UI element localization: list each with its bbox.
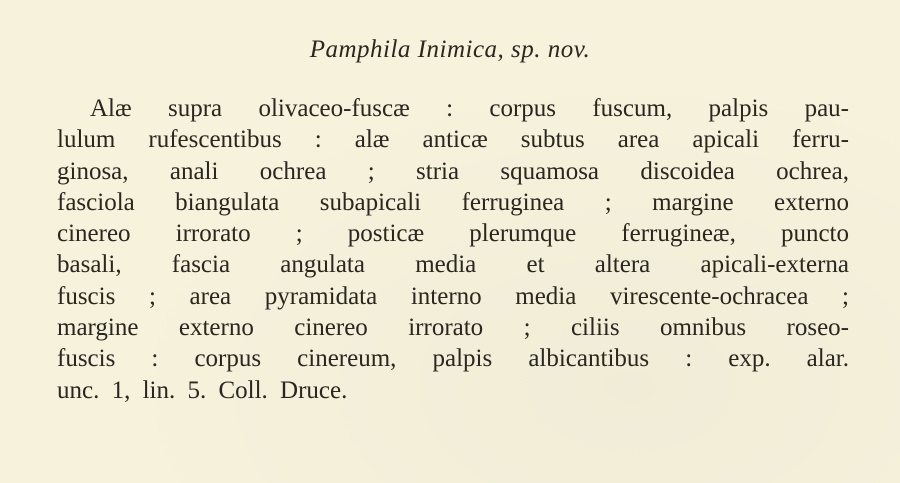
description-line: Alæ supra olivaceo-fuscæ : corpus fuscum, palpis pau-: [90, 95, 849, 122]
description-line: fuscis : corpus cinereum, palpis albicantibus : exp. alar.: [57, 345, 849, 373]
species-description: [57, 93, 849, 406]
description-line: lulum rufescentibus : alæ anticæ subtus area apicali ferru-: [57, 126, 849, 154]
description-line: fasciola biangulata subapicali ferruginea ; margine externo: [57, 188, 849, 216]
description-line: fuscis ; area pyramidata interno media virescente-ochracea ;: [57, 282, 849, 310]
description-line: cinereo irrorato ; posticæ plerumque ferrugineæ, puncto: [57, 220, 849, 248]
description-line: ginosa, anali ochrea ; stria squamosa discoidea ochrea,: [57, 157, 849, 185]
description-line: unc. 1, lin. 5. Coll. Druce.: [57, 376, 348, 404]
description-line: margine externo cinereo irrorato ; ciliis omnibus roseo-: [57, 314, 849, 342]
description-line: basali, fascia angulata media et altera apicali-externa: [57, 251, 849, 279]
species-title: Pamphila Inimica, sp. nov.: [309, 36, 591, 63]
